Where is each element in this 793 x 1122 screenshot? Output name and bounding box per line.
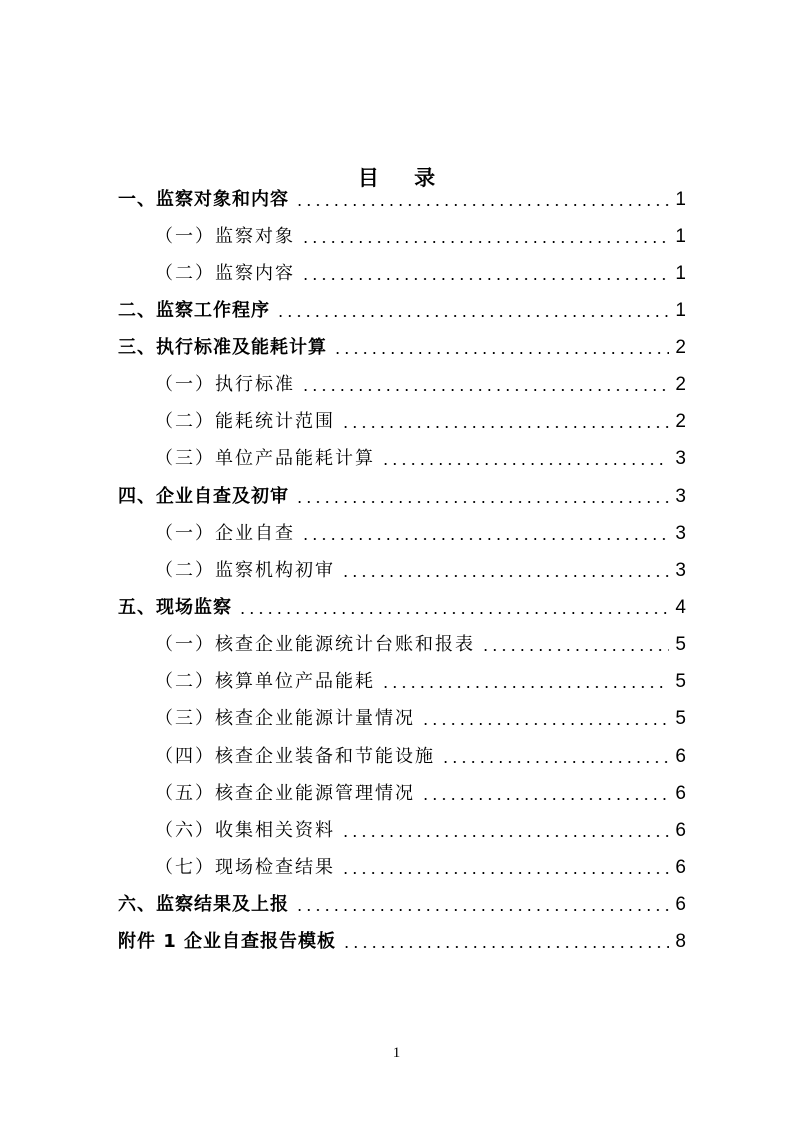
toc-leader-dots: [481, 631, 669, 659]
toc-entry-page: 6: [675, 746, 686, 767]
toc-entry-text: （二）核算单位产品能耗: [155, 671, 375, 692]
toc-entry[interactable]: [155, 223, 686, 251]
toc-entry-page: 6: [675, 820, 686, 841]
toc-entry[interactable]: [155, 520, 686, 548]
toc-leader-dots: [421, 705, 669, 733]
toc-entry-page: 3: [675, 523, 686, 544]
toc-leader-dots: [341, 854, 669, 882]
toc-entry-page: 3: [675, 560, 686, 581]
toc-entry-text: 四、企业自查及初审: [118, 486, 289, 507]
toc-entry-text: （一）监察对象: [155, 226, 295, 247]
toc-entry-page: 1: [675, 300, 686, 321]
toc-entry[interactable]: [155, 854, 686, 882]
toc-leader-dots: [341, 408, 669, 436]
toc-leader-dots: [341, 817, 669, 845]
toc-leader-dots: [341, 557, 669, 585]
toc-entry[interactable]: [118, 594, 686, 622]
toc-entry[interactable]: [155, 445, 686, 473]
toc-entry-page: 6: [675, 894, 686, 915]
toc-entry[interactable]: [155, 743, 686, 771]
toc-entry-text: 二、监察工作程序: [118, 300, 270, 321]
toc-entry-text: （六）收集相关资料: [155, 820, 335, 841]
toc-entry[interactable]: [155, 557, 686, 585]
toc-entry[interactable]: [118, 483, 686, 511]
toc-entry[interactable]: [118, 928, 686, 956]
toc-entry[interactable]: [155, 668, 686, 696]
toc-entry-text: （一）执行标准: [155, 374, 295, 395]
toc-entry-page: 2: [675, 411, 686, 432]
toc-title: 目 录: [357, 166, 450, 191]
toc-entry-text: （三）核查企业能源计量情况: [155, 708, 415, 729]
toc-entry-text: 一、监察对象和内容: [118, 189, 289, 210]
toc-leader-dots: [381, 668, 669, 696]
toc-leader-dots: [238, 594, 669, 622]
toc-leader-dots: [421, 780, 669, 808]
toc-leader-dots: [301, 223, 669, 251]
toc-entry[interactable]: [155, 408, 686, 436]
toc-entry[interactable]: [155, 705, 686, 733]
toc-leader-dots: [301, 371, 669, 399]
toc-leader-dots: [301, 260, 669, 288]
toc-entry[interactable]: [155, 780, 686, 808]
toc-entry[interactable]: [155, 371, 686, 399]
toc-entry-text: 附件 1 企业自查报告模板: [118, 931, 337, 952]
toc-entry-text: （一）核查企业能源统计台账和报表: [155, 634, 475, 655]
toc-entry-text: （七）现场检查结果: [155, 857, 335, 878]
toc-entry[interactable]: [155, 817, 686, 845]
toc-leader-dots: [295, 186, 669, 214]
toc-leader-dots: [381, 445, 669, 473]
toc-entry-page: 3: [675, 448, 686, 469]
toc-entry-text: （五）核查企业能源管理情况: [155, 783, 415, 804]
toc-leader-dots: [301, 520, 669, 548]
toc-entry-text: （二）监察内容: [155, 263, 295, 284]
toc-entry[interactable]: [118, 891, 686, 919]
toc-leader-dots: [295, 483, 669, 511]
toc-leader-dots: [276, 297, 669, 325]
toc-entry-text: （四）核查企业装备和节能设施: [155, 746, 435, 767]
toc-leader-dots: [441, 743, 669, 771]
toc-entry[interactable]: [118, 186, 686, 214]
toc-entry-text: 三、执行标准及能耗计算: [118, 337, 327, 358]
toc-entry-text: （二）监察机构初审: [155, 560, 335, 581]
toc-entry-page: 6: [675, 783, 686, 804]
toc-entry-page: 5: [675, 708, 686, 729]
toc-entry-page: 2: [675, 374, 686, 395]
toc-leader-dots: [342, 928, 669, 956]
toc-entry-page: 3: [675, 486, 686, 507]
toc-entry-page: 8: [675, 931, 686, 952]
toc-entry-page: 1: [675, 263, 686, 284]
toc-entry-page: 1: [675, 189, 686, 210]
toc-entry[interactable]: [118, 297, 686, 325]
toc-entry-page: 1: [675, 226, 686, 247]
toc-entry-text: 六、监察结果及上报: [118, 894, 289, 915]
toc-entry-text: （二）能耗统计范围: [155, 411, 335, 432]
toc-entry-text: （三）单位产品能耗计算: [155, 448, 375, 469]
toc-entry-page: 6: [675, 857, 686, 878]
toc-entry[interactable]: [118, 334, 686, 362]
page-number: 1: [392, 1045, 401, 1061]
toc-entry-text: 五、现场监察: [118, 597, 232, 618]
toc-entry[interactable]: [155, 260, 686, 288]
toc-entry-page: 4: [675, 597, 686, 618]
toc-entry[interactable]: [155, 631, 686, 659]
toc-entry-page: 5: [675, 634, 686, 655]
toc-leader-dots: [295, 891, 669, 919]
toc-entry-text: （一）企业自查: [155, 523, 295, 544]
toc-leader-dots: [333, 334, 669, 362]
toc-entry-page: 5: [675, 671, 686, 692]
toc-entry-page: 2: [675, 337, 686, 358]
